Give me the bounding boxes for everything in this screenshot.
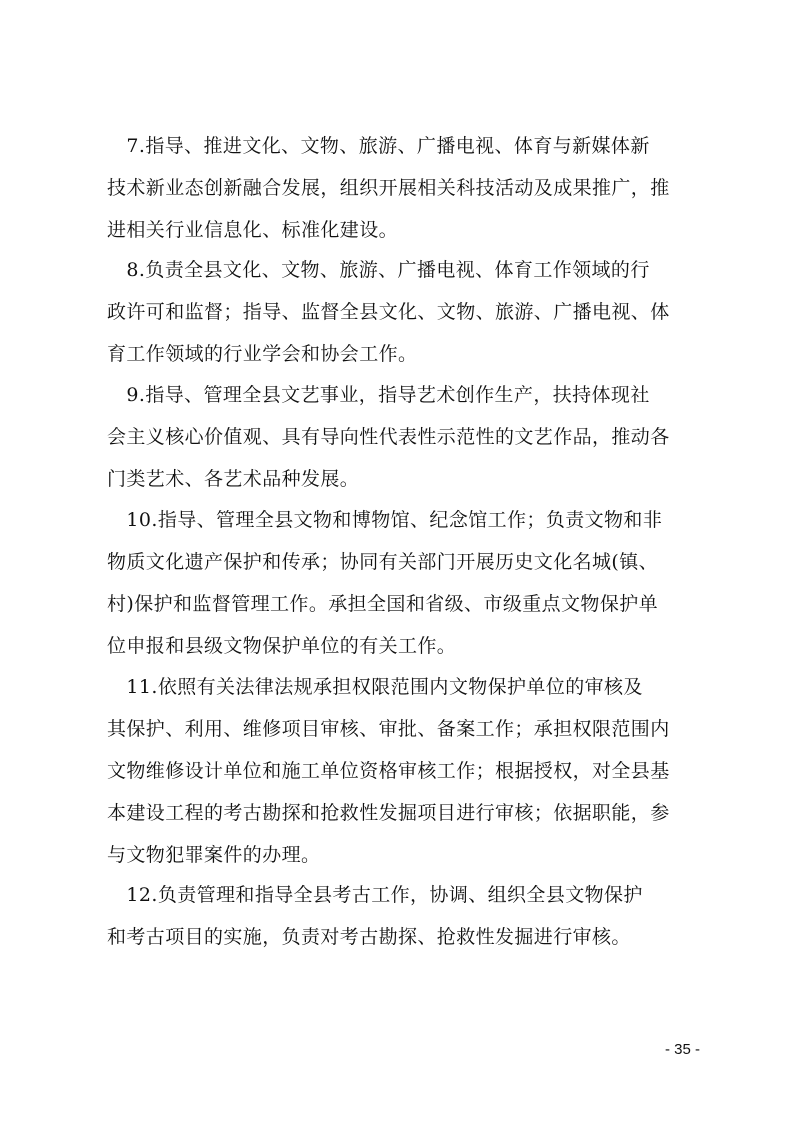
paragraph-item-9 bbox=[107, 374, 697, 500]
paragraph-item-10 bbox=[107, 499, 697, 667]
paragraph-line: 育工作领域的行业学会和协会工作。 bbox=[107, 343, 418, 365]
paragraph-line: 其保护、利用、维修项目审核、审批、备案工作；承担权限范围内 bbox=[107, 718, 670, 740]
paragraph-line: 与文物犯罪案件的办理。 bbox=[107, 844, 321, 866]
paragraph-line: 位申报和县级文物保护单位的有关工作。 bbox=[107, 635, 457, 657]
paragraph-line: 政许可和监督；指导、监督全县文化、文物、旅游、广播电视、体 bbox=[107, 301, 670, 323]
paragraph-line: 进相关行业信息化、标准化建设。 bbox=[107, 219, 399, 241]
paragraph-line: 文物维修设计单位和施工单位资格审核工作；根据授权，对全县基 bbox=[107, 760, 670, 782]
paragraph-line: 8.负责全县文化、文物、旅游、广播电视、体育工作领域的行 bbox=[107, 259, 650, 281]
paragraph-item-8 bbox=[107, 249, 697, 375]
paragraph-line: 10.指导、管理全县文物和博物馆、纪念馆工作；负责文物和非 bbox=[107, 509, 663, 531]
paragraph-item-11 bbox=[107, 666, 697, 876]
paragraph-line: 9.指导、管理全县文艺事业，指导艺术创作生产，扶持体现社 bbox=[107, 384, 650, 406]
paragraph-line: 门类艺术、各艺术品种发展。 bbox=[107, 468, 360, 490]
paragraph-item-12 bbox=[107, 874, 697, 958]
paragraph-line: 村)保护和监督管理工作。承担全国和省级、市级重点文物保护单 bbox=[107, 593, 659, 615]
paragraph-line: 会主义核心价值观、具有导向性代表性示范性的文艺作品，推动各 bbox=[107, 426, 670, 448]
paragraph-item-7 bbox=[107, 125, 697, 251]
paragraph-line: 11.依照有关法律法规承担权限范围内文物保护单位的审核及 bbox=[107, 676, 643, 698]
paragraph-line: 技术新业态创新融合发展，组织开展相关科技活动及成果推广，推 bbox=[107, 177, 670, 199]
paragraph-line: 和考古项目的实施，负责对考古勘探、抢救性发掘进行审核。 bbox=[107, 926, 631, 948]
paragraph-line: 本建设工程的考古勘探和抢救性发掘项目进行审核；依据职能，参 bbox=[107, 802, 670, 824]
paragraph-line: 12.负责管理和指导全县考古工作，协调、组织全县文物保护 bbox=[107, 884, 643, 906]
paragraph-line: 物质文化遗产保护和传承；协同有关部门开展历史文化名城(镇、 bbox=[107, 551, 659, 573]
page-number: - 35 - bbox=[664, 1041, 700, 1058]
paragraph-line: 7.指导、推进文化、文物、旅游、广播电视、体育与新媒体新 bbox=[107, 135, 650, 157]
